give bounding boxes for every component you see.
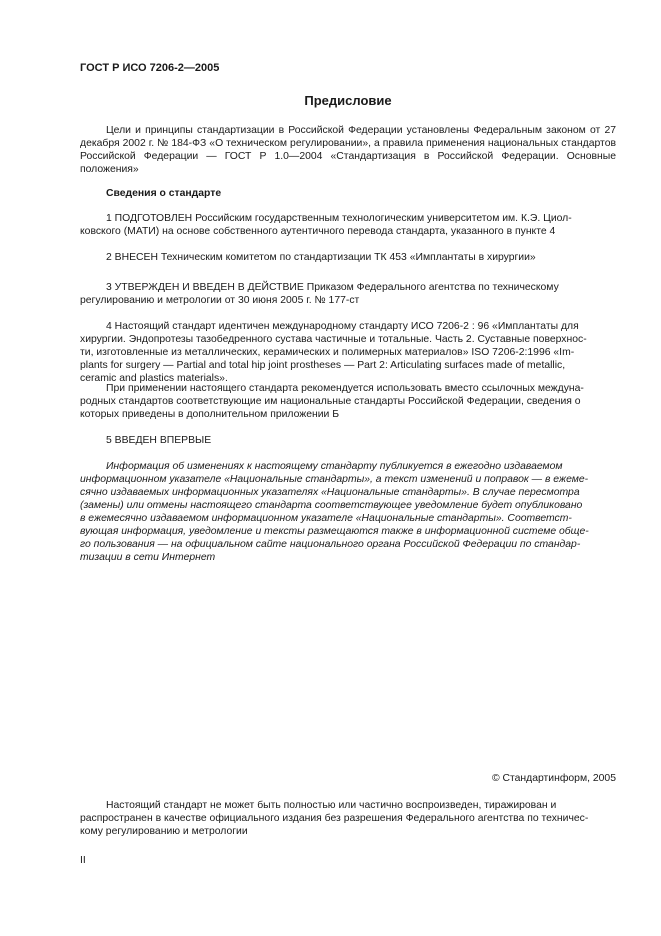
item-5-first-introduced: 5 ВВЕДЕН ВПЕРВЫЕ [106,435,212,446]
document-id-header: ГОСТ Р ИСО 7206-2—2005 [80,62,220,74]
changes-info-paragraph: Информация об изменениях к настоящему стандарту публикуется в ежегодно издаваемом информационном указателе «Национальные стандарты», а текст изменений и поправок — в ежеме- сячно издаваемых информационных указателях «Национальные стандарты». В случае пересмотра (замены) или отмены настоящего стандарта соответствующее уведомление будет опубликовано в ежемесячно издаваемом информационном указателе «Национальные стандарты». Соответст- вующая информация, уведомление и тексты размещаются также в информационной системе обще- го пользования — на официальном сайте национального органа Российской Федерации по стандар- тизации в сети Интернет [80,461,589,563]
page-title: Предисловие [304,93,392,108]
page-number: II [80,855,86,866]
copyright-notice: © Стандартинформ, 2005 [491,773,616,784]
section-heading: Сведения о стандарте [106,188,222,199]
item-3-approved: 3 УТВЕРЖДЕН И ВВЕДЕН В ДЕЙСТВИЕ Приказом Федерального агентства по техническому регулированию и метрологии от 30 июня 2005 г. № 177-ст [80,282,559,306]
item-4-references-note: При применении настоящего стандарта рекомендуется использовать вместо ссылочных междуна- родных стандартов соответствующие им национальные стандарты Российской Федерации, сведения о которых приведены в дополнительном приложении Б [80,383,584,420]
item-2-introduced: 2 ВНЕСЕН Техническим комитетом по стандартизации ТК 453 «Имплантаты в хирургии» [106,252,536,263]
document-page [80,0,616,936]
item-1-prepared: 1 ПОДГОТОВЛЕН Российским государственным технологическим университетом им. К.Э. Циол- ковского (МАТИ) на основе собственного аутентичного перевода стандарта, указанного в пункте 4 [80,213,572,237]
intro-paragraph: Цели и принципы стандартизации в Российской Федерации установлены Федеральным законом от 27 декабря 2002 г. № 184-ФЗ «О техническом регулировании», а правила применения национальных стандартов Российской Федерации — ГОСТ Р 1.0—2004 «Стандартизация в Российской Федерации. Основные положения» [80,125,616,175]
item-4-identical: 4 Настоящий стандарт идентичен международному стандарту ИСО 7206-2 : 96 «Имплантаты для хирургии. Эндопротезы тазобедренного сустава частичные и тотальные. Часть 2. Суставные поверхнос- ти, изготовленные из металлических, керамических и полимерных материалов» ISO 7206-2:1996 «Im- plants for surgery — Partial and total hip joint prostheses — Part 2: Articulating surfaces made of metallic, ceramic and plastics materials». [80,321,587,384]
reproduction-notice: Настоящий стандарт не может быть полностью или частично воспроизведен, тиражирован и распространен в качестве официального издания без разрешения Федерального агентства по техничес- кому регулированию и метрологии [80,800,589,837]
